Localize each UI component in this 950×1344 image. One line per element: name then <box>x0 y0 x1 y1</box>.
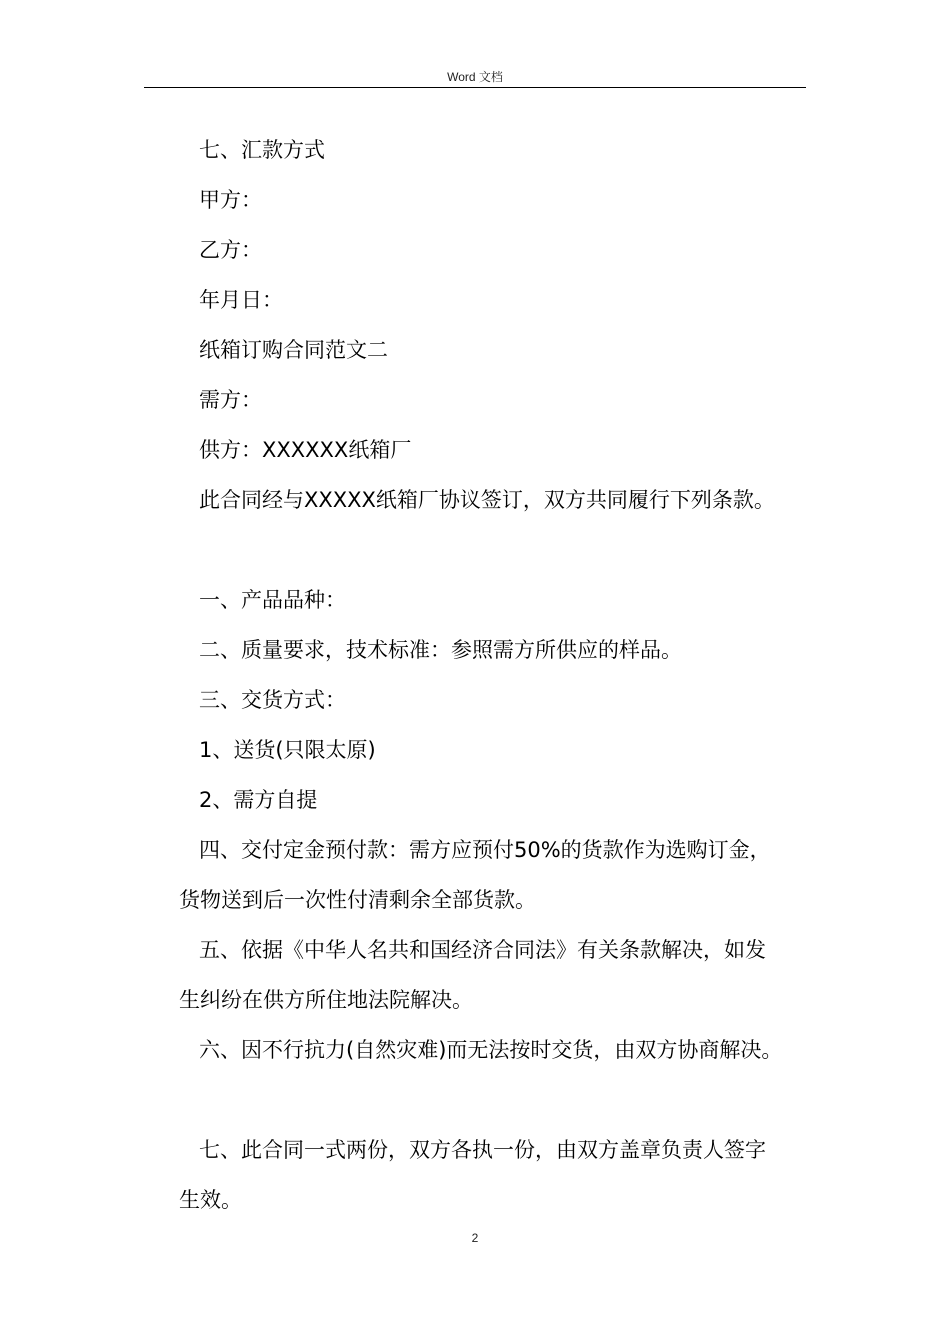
clause-3-item-2: 2、需方自提 <box>199 788 318 812</box>
supplier-line: 供方：XXXXXX纸箱厂 <box>199 438 412 462</box>
page-header: Word 文档 <box>447 70 503 84</box>
clause-2: 二、质量要求，技术标准：参照需方所供应的样品。 <box>199 638 682 662</box>
clause-4-line-2: 货物送到后一次性付清剩余全部货款。 <box>179 888 536 912</box>
intro-paragraph: 此合同经与XXXXX纸箱厂协议签订，双方共同履行下列条款。 <box>199 488 775 512</box>
clause-3-item-1: 1、送货(只限太原) <box>199 738 376 762</box>
clause-4-line-1: 四、交付定金预付款：需方应预付50%的货款作为选购订金， <box>199 838 771 862</box>
date-line: 年月日： <box>199 288 283 312</box>
clause-3: 三、交货方式： <box>199 688 346 712</box>
clause-5-line-2: 生纠纷在供方所住地法院解决。 <box>179 988 473 1012</box>
contract-title: 纸箱订购合同范文二 <box>199 338 388 362</box>
clause-7-line-2: 生效。 <box>179 1188 242 1212</box>
clause-1: 一、产品品种： <box>199 588 346 612</box>
party-b-line: 乙方： <box>199 238 262 262</box>
header-divider <box>144 87 806 88</box>
buyer-line: 需方： <box>199 388 262 412</box>
party-a-line: 甲方： <box>199 188 262 212</box>
clause-6: 六、因不行抗力(自然灾难)而无法按时交货，由双方协商解决。 <box>199 1038 783 1062</box>
section-heading-remittance: 七、汇款方式 <box>199 138 325 162</box>
clause-7-line-1: 七、此合同一式两份，双方各执一份，由双方盖章负责人签字 <box>199 1138 766 1162</box>
page-number: 2 <box>471 1231 479 1245</box>
clause-5-line-1: 五、依据《中华人名共和国经济合同法》有关条款解决，如发 <box>199 938 766 962</box>
